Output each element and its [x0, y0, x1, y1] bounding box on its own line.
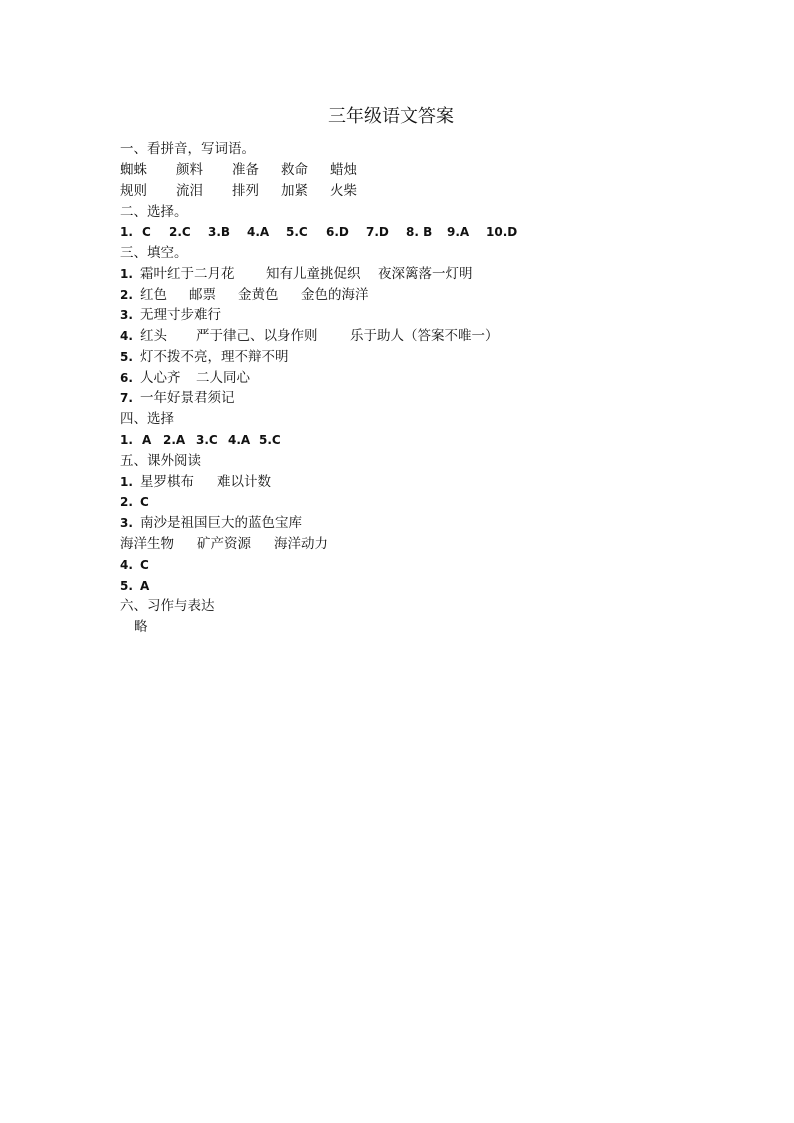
section-5-heading: 五、课外阅读 — [120, 453, 201, 469]
answer-text: 红色 — [140, 287, 167, 303]
answer: 7.D — [366, 225, 389, 239]
answer: 6.D — [326, 225, 349, 239]
word: 颜料 — [176, 162, 203, 178]
item-number: 5. — [120, 350, 133, 364]
section-5-item-5 — [120, 576, 149, 596]
item-number: 2. — [120, 495, 133, 509]
item-number: 1. — [120, 267, 133, 281]
answer-text: 乐于助人（答案不唯一） — [350, 328, 499, 344]
answer-text: 夜深篱落一灯明 — [378, 266, 473, 282]
word: 火柴 — [330, 183, 357, 199]
section-5-item-3-subline — [120, 534, 328, 554]
answer-text: 霜叶红于二月花 — [140, 266, 235, 282]
answer-text: 海洋生物 — [120, 536, 174, 552]
answer-text: 灯不拨不亮，理不辩不明 — [140, 349, 289, 365]
answer-text: 无理寸步难行 — [140, 307, 221, 323]
answer-text: 海洋动力 — [274, 536, 328, 552]
section-2-answers — [120, 222, 517, 242]
answer-text: 金黄色 — [238, 287, 279, 303]
word: 救命 — [281, 162, 308, 178]
answer-text: 难以计数 — [217, 474, 271, 490]
answer: 4.A — [228, 433, 251, 447]
word: 蜘蛛 — [120, 162, 147, 178]
section-3-item-4 — [120, 326, 499, 346]
section-3-item-3 — [120, 305, 221, 325]
answer-text: 人心齐 — [140, 370, 181, 386]
answer-text: 矿产资源 — [197, 536, 251, 552]
section-5-item-4 — [120, 555, 149, 575]
item-number: 2. — [120, 288, 133, 302]
answer: 5.C — [259, 433, 281, 447]
answer-text: 知有儿童挑促织 — [266, 266, 361, 282]
page-title: 三年级语文答案 — [328, 106, 454, 127]
answer: A — [142, 433, 152, 447]
answer: 4.A — [247, 225, 270, 239]
answer: 5.C — [286, 225, 308, 239]
section-3-item-5 — [120, 347, 289, 367]
item-number: 4. — [120, 558, 133, 572]
answer: 8. B — [406, 225, 433, 239]
answer: C — [140, 495, 149, 509]
section-3-item-2 — [120, 285, 369, 305]
section-3-heading: 三、填空。 — [120, 245, 188, 261]
answer: C — [140, 558, 149, 572]
section-2-heading: 二、选择。 — [120, 204, 188, 220]
answer: 10.D — [486, 225, 518, 239]
item-number: 6. — [120, 371, 133, 385]
item-number: 3. — [120, 308, 133, 322]
answer-text: 邮票 — [189, 287, 216, 303]
answer: A — [140, 579, 150, 593]
section-3-item-7 — [120, 388, 235, 408]
word: 加紧 — [281, 183, 308, 199]
word: 蜡烛 — [330, 162, 357, 178]
section-1-heading: 一、看拼音，写词语。 — [120, 141, 255, 157]
answer: C — [142, 225, 151, 239]
section-4-heading: 四、选择 — [120, 411, 174, 427]
answer-text: 一年好景君须记 — [140, 390, 235, 406]
section-3-item-6 — [120, 368, 250, 388]
section-4-answers — [120, 430, 281, 450]
answer: 3.B — [208, 225, 231, 239]
answer-text: 金色的海洋 — [301, 287, 369, 303]
answer-text: 严于律己、以身作则 — [196, 328, 318, 344]
answer: 2.C — [169, 225, 191, 239]
item-number: 4. — [120, 329, 133, 343]
item-number: 3. — [120, 516, 133, 530]
answer: 2.A — [163, 433, 186, 447]
answer: 1. — [120, 225, 133, 239]
item-number: 7. — [120, 391, 133, 405]
answer-text: 南沙是祖国巨大的蓝色宝库 — [140, 515, 302, 531]
answer: 1. — [120, 433, 133, 447]
section-1-row-1 — [120, 160, 357, 180]
section-5-item-2 — [120, 492, 149, 512]
section-6-text: 略 — [134, 619, 148, 635]
answer-text: 二人同心 — [196, 370, 250, 386]
answer-text: 红头 — [140, 328, 167, 344]
section-5-item-1 — [120, 472, 271, 492]
item-number: 5. — [120, 579, 133, 593]
word: 排列 — [232, 183, 259, 199]
section-1-row-2 — [120, 181, 357, 201]
word: 流泪 — [176, 183, 203, 199]
section-6-heading: 六、习作与表达 — [120, 598, 215, 614]
answer: 9.A — [447, 225, 470, 239]
section-5-item-3 — [120, 513, 302, 533]
word: 准备 — [232, 162, 259, 178]
answer: 3.C — [196, 433, 218, 447]
section-3-item-1 — [120, 264, 473, 284]
word: 规则 — [120, 183, 147, 199]
item-number: 1. — [120, 475, 133, 489]
answer-text: 星罗棋布 — [140, 474, 194, 490]
